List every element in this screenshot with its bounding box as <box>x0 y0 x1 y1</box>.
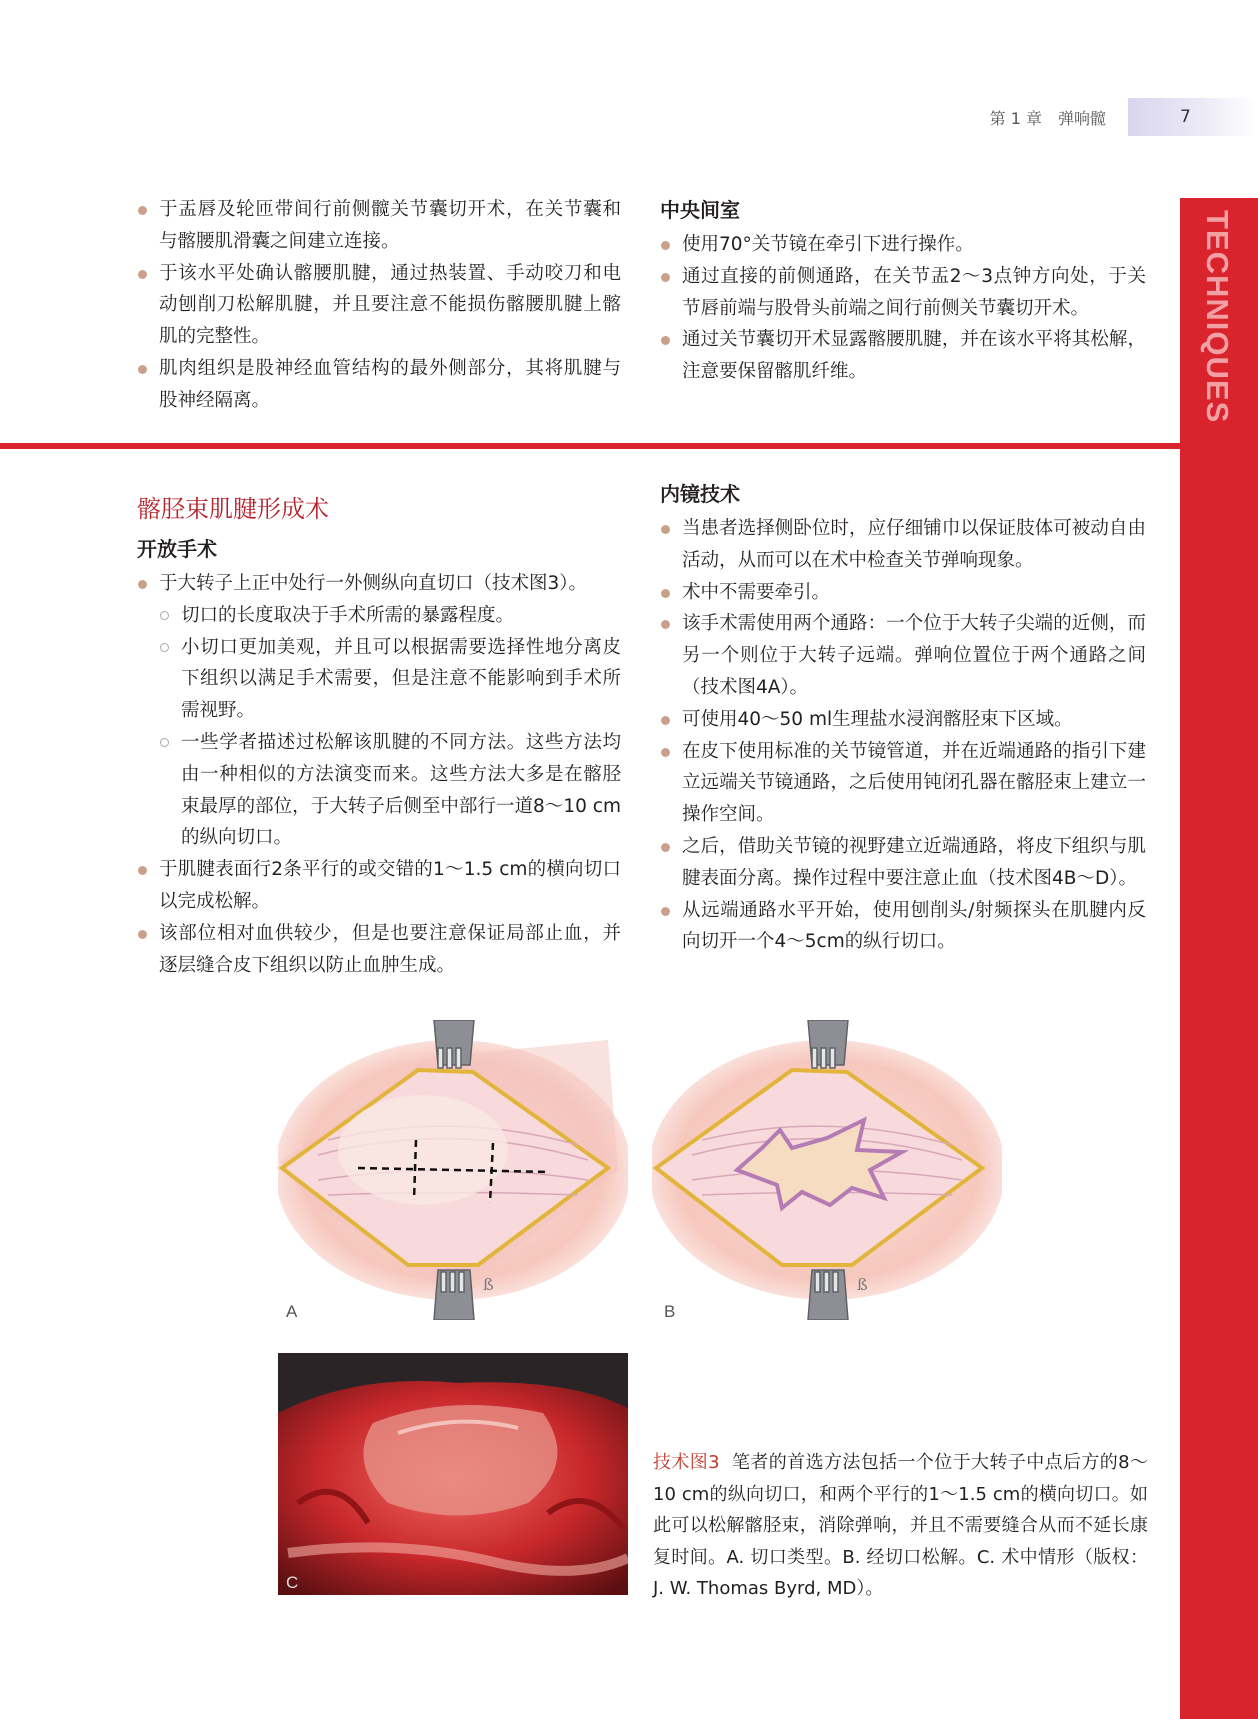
caption-label: 技术图3 <box>653 1452 720 1473</box>
illustrator-signature: ß <box>857 1275 868 1294</box>
figure-a-label: A <box>286 1302 298 1320</box>
sub-list-item: 切口的长度取决于手术所需的暴露程度。 <box>137 600 621 632</box>
figure-a-incision-illustration <box>278 1020 628 1320</box>
open-surgery-list <box>137 568 621 981</box>
list-item: 从远端通路水平开始，使用刨削头/射频探头在肌腱内反向切开一个4～5cm的纵行切口。 <box>660 895 1146 959</box>
right-column <box>660 479 1146 958</box>
sub-list-item: 一些学者描述过松解该肌腱的不同方法。这些方法均由一种相似的方法演变而来。这些方法大多是在髂胫束最厚的部位，于大转子后侧至中部行一道8～10 cm的纵向切口。 <box>137 727 621 854</box>
section-divider <box>0 443 1180 449</box>
open-surgery-title: 开放手术 <box>137 537 217 561</box>
list-item: 术中不需要牵引。 <box>660 577 1146 609</box>
figure-c-intraoperative-photo <box>278 1353 628 1595</box>
figure-caption <box>653 1447 1148 1605</box>
list-item: 该手术需使用两个通路：一个位于大转子尖端的近侧，而另一个则位于大转子远端。弹响位置位于两个通路之间（技术图4A）。 <box>660 608 1146 703</box>
list-item: 通过直接的前侧通路，在关节盂2～3点钟方向处，于关节唇前端与股骨头前端之间行前侧关节囊切开术。 <box>660 261 1146 325</box>
figure-b-label: B <box>664 1302 676 1320</box>
illustrator-signature: ß <box>483 1275 494 1294</box>
chapter-title: 第 1 章 弹响髋 <box>989 108 1106 128</box>
list-item: 可使用40～50 ml生理盐水浸润髂胫束下区域。 <box>660 704 1146 736</box>
side-tab <box>1180 198 1258 1719</box>
list-item: 在皮下使用标准的关节镜管道，并在近端通路的指引下建立远端关节镜通路，之后使用钝闭孔器在髂胫束上建立一操作空间。 <box>660 736 1146 831</box>
running-header <box>990 98 1258 136</box>
list-item: 于该水平处确认髂腰肌腱，通过热装置、手动咬刀和电动刨削刀松解肌腱，并且要注意不能损伤髂腰肌腱上髂肌的完整性。 <box>137 258 621 353</box>
list-item: 于肌腱表面行2条平行的或交错的1～1.5 cm的横向切口以完成松解。 <box>137 854 621 918</box>
list-item: 使用70°关节镜在牵引下进行操作。 <box>660 229 1146 261</box>
figure-a-drawing <box>278 1020 628 1320</box>
central-compartment-title: 中央间室 <box>660 198 740 222</box>
top-left-list <box>137 194 621 417</box>
top-right-list <box>660 229 1146 388</box>
side-tab-label: TECHNIQUES <box>1200 210 1235 424</box>
list-item: 该部位相对血供较少，但是也要注意保证局部止血，并逐层缝合皮下组织以防止血肿生成。 <box>137 918 621 982</box>
top-right-column <box>660 195 1146 388</box>
left-column <box>137 492 621 981</box>
figure-c-drawing <box>278 1353 628 1595</box>
section-heading: 髂胫束肌腱形成术 <box>137 495 329 523</box>
sub-list-item: 小切口更加美观，并且可以根据需要选择性地分离皮下组织以满足手术需要，但是注意不能影响到手术所需视野。 <box>137 632 621 727</box>
caption-text: 笔者的首选方法包括一个位于大转子中点后方的8～10 cm的纵向切口，和两个平行的1～1.5 cm的横向切口。如此可以松解髂胫束，消除弹响，并且不需要缝合从而不延长康复时间。A. 切口类型。B. 经切口松解。C. 术中情形（版权：J. W. Thomas Byrd, MD）。 <box>653 1452 1149 1599</box>
endoscopic-list <box>660 513 1146 958</box>
list-item: 于大转子上正中处行一外侧纵向直切口（技术图3）。 <box>137 568 621 600</box>
page-number: 7 <box>1128 98 1258 136</box>
list-item: 之后，借助关节镜的视野建立近端通路，将皮下组织与肌腱表面分离。操作过程中要注意止血（技术图4B～D）。 <box>660 831 1146 895</box>
figure-b-release-illustration <box>652 1020 1002 1320</box>
figure-c-label: C <box>286 1573 299 1592</box>
list-item: 肌肉组织是股神经血管结构的最外侧部分，其将肌腱与股神经隔离。 <box>137 353 621 417</box>
top-left-column <box>137 194 621 417</box>
list-item: 通过关节囊切开术显露髂腰肌腱，并在该水平将其松解，注意要保留髂肌纤维。 <box>660 324 1146 388</box>
figure-b-drawing <box>652 1020 1002 1320</box>
list-item: 当患者选择侧卧位时，应仔细铺巾以保证肢体可被动自由活动，从而可以在术中检查关节弹响现象。 <box>660 513 1146 577</box>
list-item: 于盂唇及轮匝带间行前侧髋关节囊切开术，在关节囊和与髂腰肌滑囊之间建立连接。 <box>137 194 621 258</box>
endoscopic-title: 内镜技术 <box>660 482 740 506</box>
